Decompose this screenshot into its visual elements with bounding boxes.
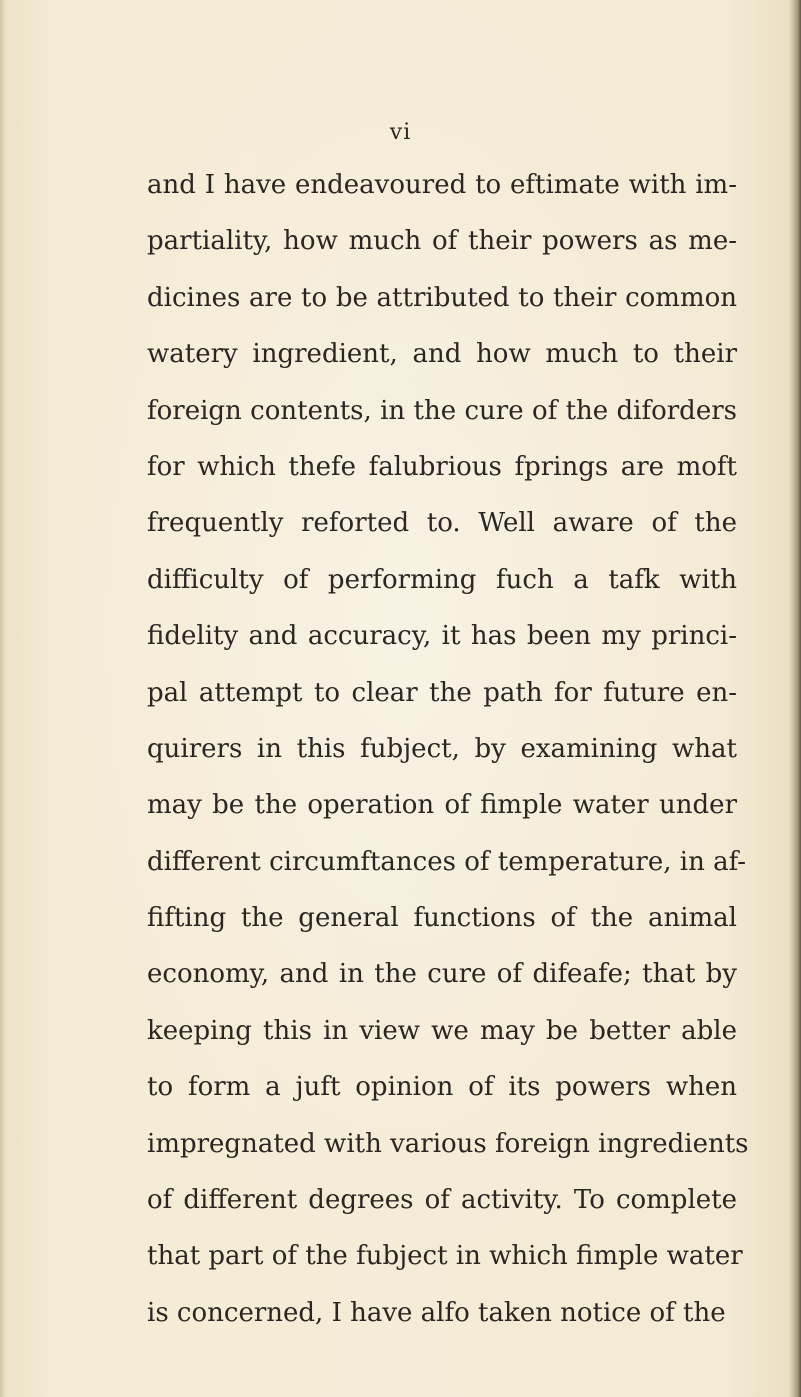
text-line: fifting the general functions of the animal [147,903,737,934]
page-number: vi [389,120,412,145]
text-line: keeping this in view we may be better able [147,1015,737,1046]
text-line: to form a juft opinion of its powers when [147,1072,737,1103]
text-line: foreign contents, in the cure of the diforders [147,395,737,426]
text-line: and I have endeavoured to eftimate with im- [147,170,737,200]
text-line: frequently reforted to. Well aware of the [147,508,737,539]
text-line: may be the operation of fimple water under [147,790,737,821]
text-line: pal attempt to clear the path for future en- [147,677,737,708]
text-line: for which thefe falubrious fprings are moft [147,451,737,482]
text-line: quirers in this fubject, by examining what [147,733,737,764]
text-line: fidelity and accuracy, it has been my princi- [147,621,737,652]
text-line: partiality, how much of their powers as me- [147,226,737,257]
text-line: is concerned, I have alfo taken notice of the [147,1297,726,1328]
text-line: watery ingredient, and how much to their [147,339,737,370]
body-text [147,157,749,1341]
text-line: economy, and in the cure of difeafe; that by [147,959,737,990]
text-line: that part of the fubject in which fimple water [147,1241,743,1272]
text-line: different circumftances of temperature, in af- [147,846,747,877]
text-line: impregnated with various foreign ingredients [147,1128,749,1159]
page-right-edge [789,0,801,1397]
text-line: difficulty of performing fuch a tafk with [147,564,737,595]
page-left-edge [0,0,6,1397]
text-line: dicines are to be attributed to their common [147,282,737,313]
text-line: of different degrees of activity. To complete [147,1185,737,1216]
